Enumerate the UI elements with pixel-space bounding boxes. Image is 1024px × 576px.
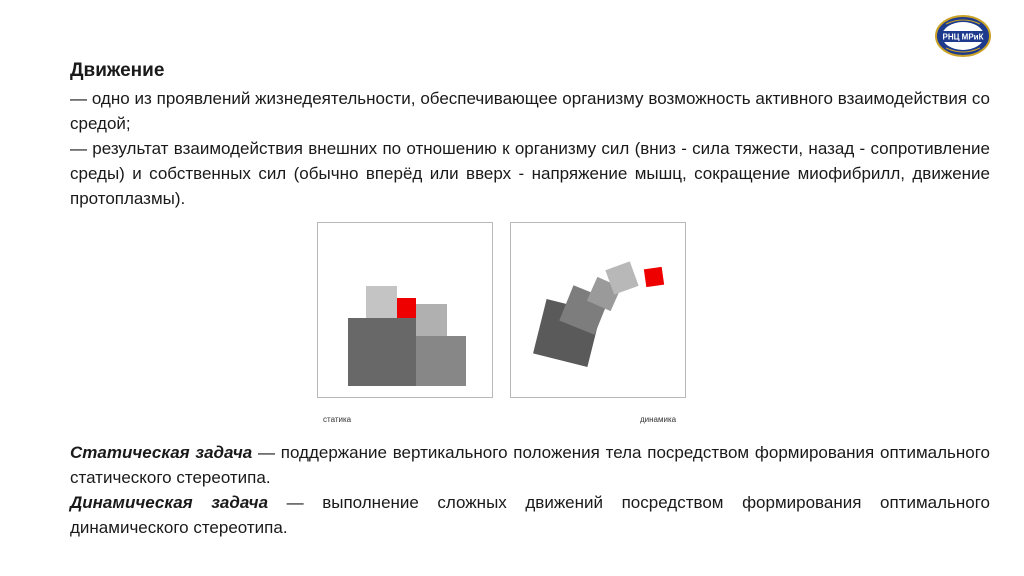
static-blocks-illustration xyxy=(318,223,494,399)
definition-block xyxy=(70,58,990,211)
static-task-term: Статическая задача xyxy=(70,443,253,462)
dynamic-blocks-illustration xyxy=(511,223,687,399)
dynamic-figure-frame xyxy=(510,222,686,398)
organization-logo xyxy=(934,14,992,58)
static-task-text: — поддержание вертикального положения тела посредством формирования оптимального статического стереотипа. xyxy=(70,443,990,487)
static-caption: статика xyxy=(323,415,352,424)
static-task-paragraph xyxy=(70,440,990,490)
dynamic-task-term: Динамическая задача xyxy=(70,493,269,512)
static-block-top-right xyxy=(416,304,447,338)
university-seal-icon xyxy=(934,14,992,58)
definition-line-1: — одно из проявлений жизнедеятельности, обеспечивающее организму возможность активного взаимодействия со средой; xyxy=(70,89,990,133)
dynamic-caption: динамика xyxy=(640,415,677,424)
dynamic-red-block xyxy=(644,267,664,287)
definition-line-2: — результат взаимодействия внешних по отношению к организму сил (вниз - сила тяжести, назад - сопротивление среды) и собственных сил (обычно вперёд или вверх - напряжение мышц, сокращение миофибрилл, движение протоплазмы). xyxy=(70,139,990,208)
dynamic-task-text: — выполнение сложных движений посредством формирования оптимального динамического стереотипа. xyxy=(70,493,990,537)
dynamic-task-paragraph xyxy=(70,490,990,540)
logo-text: РНЦ МРиК xyxy=(942,32,984,42)
static-figure-frame xyxy=(317,222,493,398)
static-block-large xyxy=(348,318,416,386)
static-block-top-left xyxy=(366,286,397,318)
tasks-block xyxy=(70,440,990,540)
static-red-block xyxy=(397,298,416,319)
static-block-medium xyxy=(416,336,466,386)
page-title: Движение xyxy=(70,60,165,81)
